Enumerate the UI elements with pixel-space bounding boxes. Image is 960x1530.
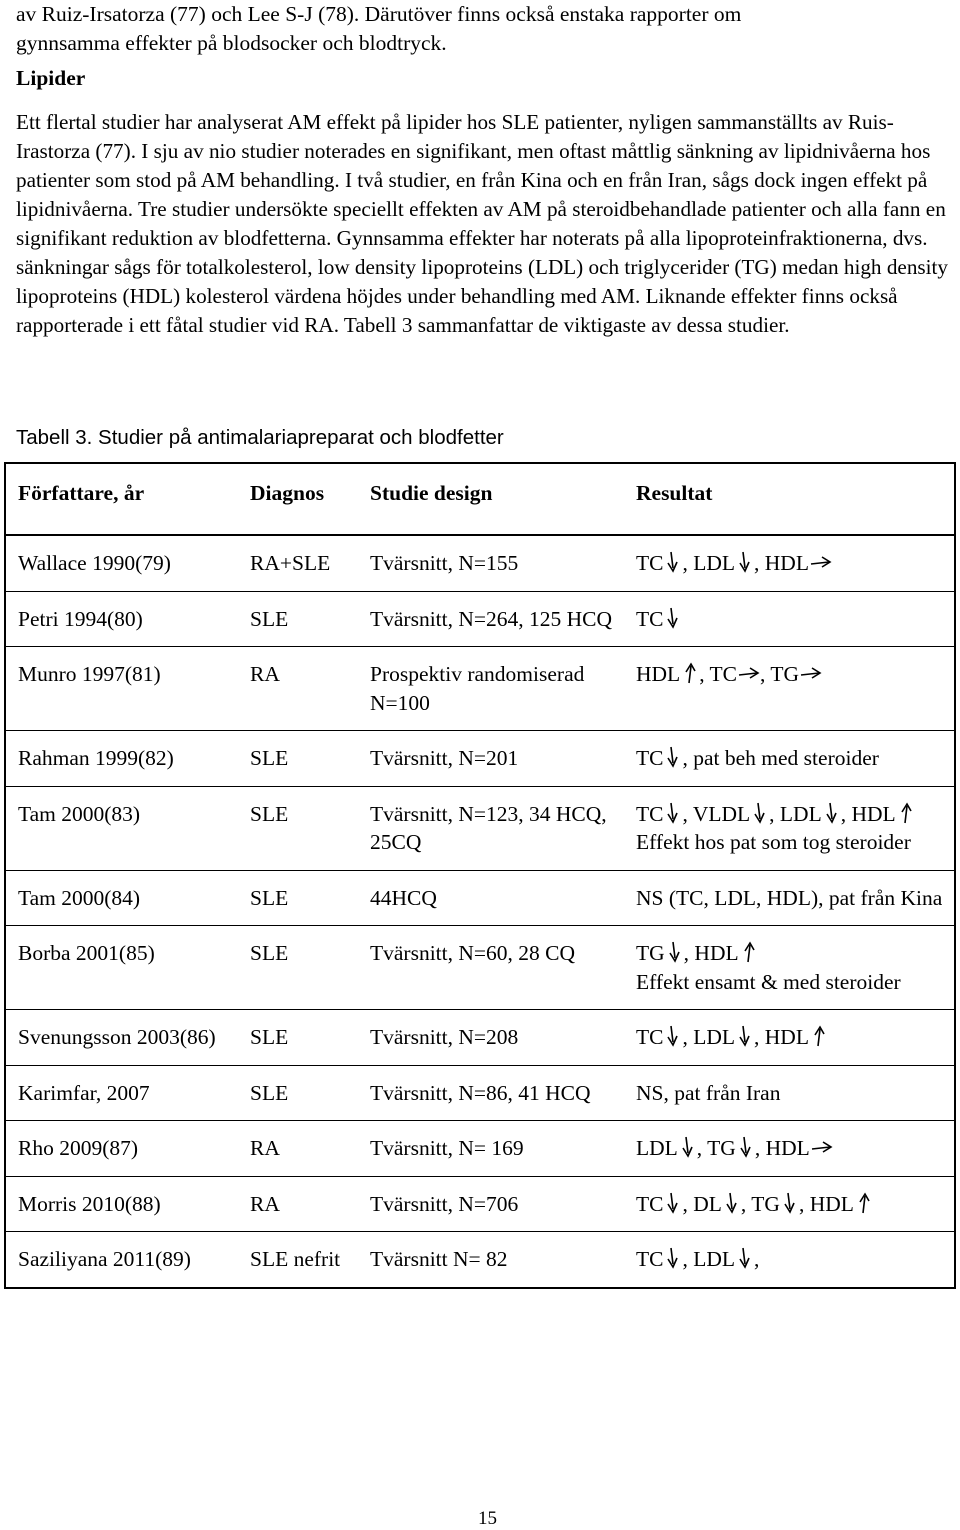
result-line — [636, 800, 954, 829]
table-row — [5, 731, 955, 787]
arrow-up-icon — [855, 1192, 873, 1214]
cell-design: Tvärsnitt N= 82 — [370, 1232, 636, 1288]
result-segment: TC — [636, 606, 664, 631]
cell-diagnosis: SLE — [250, 1065, 370, 1121]
table-row — [5, 591, 955, 647]
result-note: Effekt ensamt & med steroider — [636, 969, 901, 994]
arrow-down-icon — [664, 802, 682, 824]
result-segment: , LDL — [769, 801, 822, 826]
result-line — [636, 1134, 954, 1163]
arrow-down-icon — [664, 607, 682, 629]
result-note: Effekt hos pat som tog steroider — [636, 830, 911, 854]
cell-author: Tam 2000(83) — [5, 786, 250, 870]
cell-author: Rahman 1999(82) — [5, 731, 250, 787]
cell-result — [636, 1176, 955, 1232]
header-diagnosis: Diagnos — [250, 463, 370, 535]
cell-diagnosis: SLE — [250, 591, 370, 647]
result-segment: , VLDL — [682, 801, 751, 826]
cell-diagnosis: SLE — [250, 731, 370, 787]
result-segment: , TC — [699, 662, 738, 686]
table-row — [5, 786, 955, 870]
arrow-right-icon — [800, 662, 822, 684]
result-line — [636, 744, 954, 773]
page-number: 15 — [478, 1508, 497, 1529]
cell-result — [636, 731, 955, 787]
cell-result — [636, 786, 955, 870]
result-segment: , HDL — [840, 801, 896, 826]
cell-diagnosis: SLE — [250, 870, 370, 926]
table-row — [5, 647, 955, 731]
cell-result — [636, 1232, 955, 1288]
cell-diagnosis: RA — [250, 1121, 370, 1177]
result-segment: TC — [636, 1025, 664, 1049]
arrow-down-icon — [664, 1025, 682, 1047]
section-heading: Lipider — [16, 66, 86, 90]
cell-result — [636, 535, 955, 591]
intro-line-1: av Ruiz-Irsatorza (77) och Lee S-J (78). Därutöver finns också enstaka rapporter om — [16, 2, 742, 26]
result-segment: TG — [636, 941, 665, 965]
result-line — [636, 1245, 954, 1274]
table-row — [5, 1176, 955, 1232]
result-segment: , — [754, 1247, 760, 1271]
result-segment: , LDL — [682, 1025, 736, 1049]
cell-author: Wallace 1990(79) — [5, 535, 250, 591]
arrow-down-icon — [723, 1192, 741, 1214]
cell-diagnosis: SLE nefrit — [250, 1232, 370, 1288]
arrow-down-icon — [737, 1136, 755, 1158]
result-segment: , HDL — [683, 941, 739, 965]
header-design: Studie design — [370, 463, 636, 535]
result-line — [636, 884, 954, 913]
intro-text — [16, 0, 956, 57]
cell-design: Tvärsnitt, N=155 — [370, 535, 636, 591]
table-row — [5, 870, 955, 926]
intro-line-2: gynnsamma effekter på blodsocker och blodtryck. — [16, 30, 447, 55]
arrow-right-icon — [811, 1136, 833, 1158]
cell-design: 44HCQ — [370, 870, 636, 926]
result-segment: TC — [636, 1247, 664, 1271]
table-caption: Tabell 3. Studier på antimalariapreparat och blodfetter — [16, 426, 504, 449]
arrow-up-icon — [681, 662, 699, 684]
result-segment: TC — [636, 1191, 664, 1216]
cell-diagnosis: RA — [250, 1176, 370, 1232]
cell-design: Tvärsnitt, N=86, 41 HCQ — [370, 1065, 636, 1121]
cell-design: Tvärsnitt, N=123, 34 HCQ, 25CQ — [370, 786, 636, 870]
result-segment: HDL — [636, 662, 681, 686]
header-result: Resultat — [636, 463, 955, 535]
table-row — [5, 1010, 955, 1066]
table-row — [5, 1232, 955, 1288]
arrow-down-icon — [736, 1247, 754, 1269]
cell-design: Tvärsnitt, N=264, 125 HCQ — [370, 591, 636, 647]
cell-author: Rho 2009(87) — [5, 1121, 250, 1177]
paragraph-text: Ett flertal studier har analyserat AM effekt på lipider hos SLE patienter, nyligen sammanställts av Ruis-Irastorza (77). I sju av nio studier noterades en signifikant, men oftast måttlig sänkning av lipidnivåerna hos patienter som stod på AM behandling. I två studier, en från Kina och en från Iran, sågs dock ingen effekt på lipidnivåerna. Tre studier undersökte speciellt effekten av AM på steroidbehandlade patienter och alla fann en signifikant reduktion av blodfetterna. Gynnsamma effekter har noterats på alla lipoproteinfraktionerna, dvs. sänkningar sågs för totalkolesterol, low density lipoproteins (LDL) och triglycerider (TG) medan high density lipoproteins (HDL) kolesterol värdena höjdes under behandling med AM. Liknande effekter finns också rapporterade i ett fåtal studier vid RA. Tabell 3 sammanfattar de viktigaste av dessa studier. — [16, 110, 949, 337]
arrow-down-icon — [679, 1136, 697, 1158]
result-segment: , HDL — [754, 1025, 809, 1049]
table-row — [5, 1121, 955, 1177]
result-segment: , HDL — [798, 1191, 854, 1216]
arrow-down-icon — [664, 1192, 682, 1214]
arrow-up-icon — [810, 1025, 828, 1047]
cell-author: Tam 2000(84) — [5, 870, 250, 926]
cell-author: Petri 1994(80) — [5, 591, 250, 647]
cell-result — [636, 1065, 955, 1121]
table-row — [5, 1065, 955, 1121]
result-segment: , LDL — [682, 1247, 736, 1271]
cell-diagnosis: SLE — [250, 786, 370, 870]
arrow-down-icon — [664, 1247, 682, 1269]
result-line — [636, 660, 954, 689]
table-header-row — [5, 463, 955, 535]
cell-result — [636, 1010, 955, 1066]
result-line — [636, 939, 954, 968]
arrow-up-icon — [740, 941, 758, 963]
header-author: Författare, år — [5, 463, 250, 535]
result-segment: , LDL — [682, 551, 736, 575]
arrow-down-icon — [781, 1192, 799, 1214]
cell-result — [636, 647, 955, 731]
arrow-down-icon — [823, 802, 841, 824]
cell-design: Tvärsnitt, N=208 — [370, 1010, 636, 1066]
result-segment: , TG — [740, 1191, 780, 1216]
result-segment: , TG — [760, 662, 800, 686]
table-row — [5, 535, 955, 591]
result-line — [636, 1023, 954, 1052]
cell-author: Svenungsson 2003(86) — [5, 1010, 250, 1066]
cell-design: Tvärsnitt, N=60, 28 CQ — [370, 926, 636, 1010]
studies-table — [4, 462, 956, 1289]
cell-result — [636, 591, 955, 647]
result-line — [636, 549, 954, 578]
arrow-down-icon — [664, 551, 682, 573]
result-segment: TC — [636, 551, 664, 575]
cell-result — [636, 926, 955, 1010]
cell-diagnosis: RA — [250, 647, 370, 731]
result-segment: , HDL — [754, 1136, 810, 1160]
section-paragraph — [16, 108, 960, 340]
cell-author: Borba 2001(85) — [5, 926, 250, 1010]
cell-diagnosis: SLE — [250, 926, 370, 1010]
cell-diagnosis: SLE — [250, 1010, 370, 1066]
result-segment: TC — [636, 746, 664, 770]
arrow-right-icon — [738, 662, 760, 684]
cell-result — [636, 1121, 955, 1177]
result-segment: , HDL — [754, 551, 809, 575]
cell-author: Saziliyana 2011(89) — [5, 1232, 250, 1288]
result-line — [636, 1079, 954, 1108]
cell-design: Prospektiv randomiserad N=100 — [370, 647, 636, 731]
table-body — [5, 535, 955, 1288]
cell-design: Tvärsnitt, N= 169 — [370, 1121, 636, 1177]
arrow-down-icon — [666, 941, 684, 963]
arrow-down-icon — [736, 551, 754, 573]
cell-author: Karimfar, 2007 — [5, 1065, 250, 1121]
result-line — [636, 605, 954, 634]
result-segment: NS, pat från Iran — [636, 1080, 781, 1105]
cell-result — [636, 870, 955, 926]
cell-design: Tvärsnitt, N=706 — [370, 1176, 636, 1232]
result-segment: TC — [636, 801, 664, 826]
arrow-down-icon — [751, 802, 769, 824]
arrow-right-icon — [810, 551, 832, 573]
cell-diagnosis: RA+SLE — [250, 535, 370, 591]
table-row — [5, 926, 955, 1010]
cell-author: Munro 1997(81) — [5, 647, 250, 731]
result-segment: , DL — [682, 1191, 722, 1216]
arrow-down-icon — [664, 746, 682, 768]
result-segment: , pat beh med steroider — [682, 746, 879, 770]
result-line — [636, 1190, 954, 1219]
cell-design: Tvärsnitt, N=201 — [370, 731, 636, 787]
arrow-down-icon — [736, 1025, 754, 1047]
arrow-up-icon — [897, 802, 915, 824]
result-segment: LDL — [636, 1136, 678, 1160]
cell-author: Morris 2010(88) — [5, 1176, 250, 1232]
result-segment: NS (TC, LDL, HDL), pat från Kina — [636, 885, 943, 910]
result-segment: , TG — [696, 1136, 736, 1160]
